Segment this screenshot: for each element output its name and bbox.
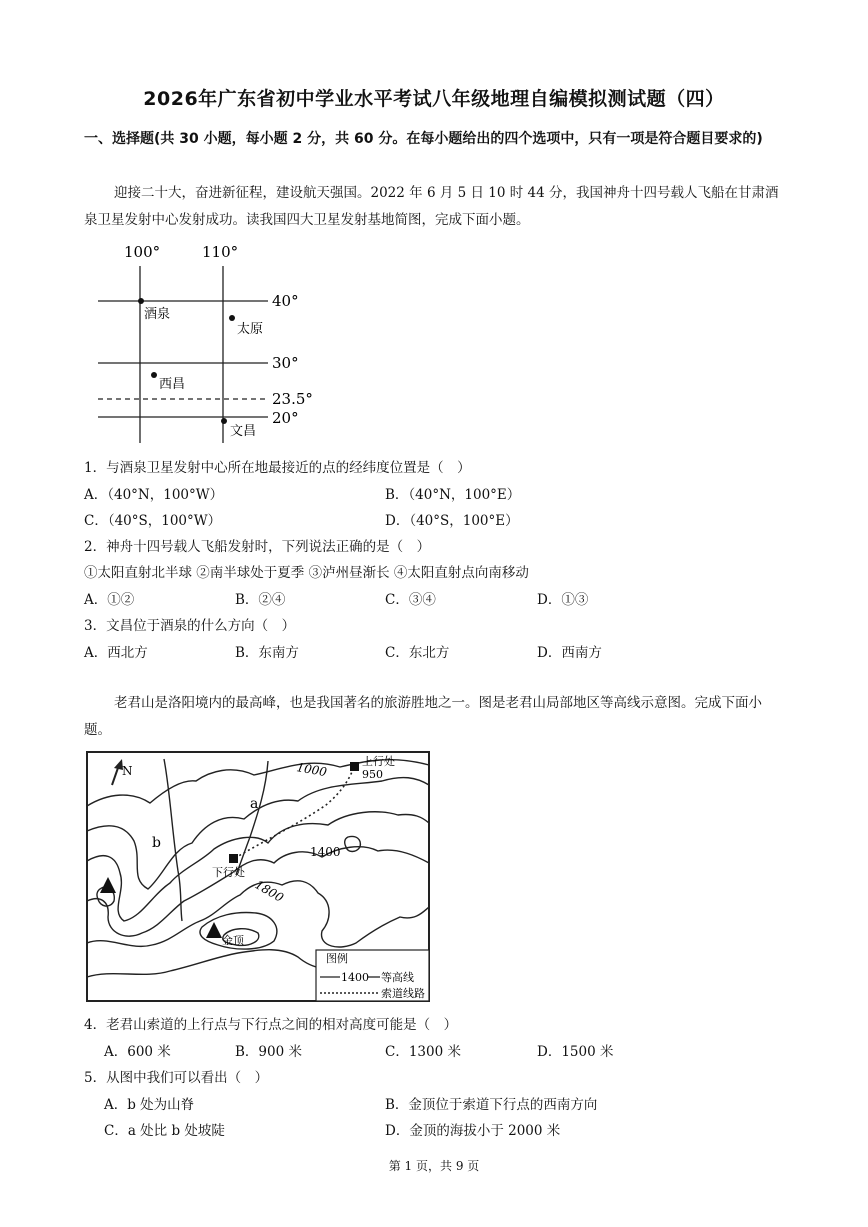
question-3-stem: 3．文昌位于酒泉的什么方向（ ） (84, 618, 296, 634)
place-jiuquan: 酒泉 (144, 307, 171, 322)
legend-cable: 索道线路 (381, 987, 425, 1000)
map-legend (316, 950, 429, 1001)
point-b-label: b (152, 835, 161, 851)
q4-option-b: B．900 米 (235, 1044, 302, 1060)
jiuquan-dot (138, 298, 144, 304)
lon-label-110: 110° (202, 243, 239, 261)
q4-option-a: A．600 米 (104, 1044, 171, 1060)
question-5-stem: 5．从图中我们可以看出（ ） (84, 1070, 269, 1086)
q5-option-d: D．金顶的海拔小于 2000 米 (385, 1123, 561, 1139)
jinding-label: 金顶 (222, 934, 244, 947)
lon-label-100: 100° (124, 243, 161, 261)
q1-option-a: A．（40°N，100°W） (84, 487, 224, 503)
upper-station-label: 上行处 (362, 755, 395, 768)
legend-title: 图例 (326, 952, 348, 965)
q1-option-d: D．（40°S，100°E） (385, 513, 519, 529)
passage-2: 老君山是洛阳境内的最高峰，也是我国著名的旅游胜地之一。图是老君山局部地区等高线示意图。完成下面小题。 (84, 695, 762, 738)
question-2-statements: ①太阳直射北半球 ②南半球处于夏季 ③泸州昼渐长 ④太阳直射点向南移动 (84, 565, 529, 581)
contour-label-1800: 1800 (252, 877, 286, 905)
upper-station-marker (350, 762, 359, 771)
point-a-label: a (250, 796, 259, 812)
lower-station-marker (229, 854, 238, 863)
q1-option-c: C．（40°S，100°W） (84, 513, 222, 529)
passage-1: 迎接二十大，奋进新征程，建设航天强国。2022 年 6 月 5 日 10 时 44 分，我国神舟十四号载人飞船在甘肃酒泉卫星发射中心发射成功。读我国四大卫星发射基地简图，完成下面小题。 (84, 185, 779, 228)
lat-label-30: 30° (272, 354, 299, 372)
q2-option-c: C．③④ (385, 592, 436, 608)
q3-option-c: C．东北方 (385, 645, 450, 661)
q3-option-a: A．西北方 (84, 645, 148, 661)
lat-label-20: 20° (272, 409, 299, 427)
elevation-label-950: 950 (362, 768, 383, 781)
place-xichang: 西昌 (159, 377, 186, 392)
north-label: N (122, 764, 133, 778)
q2-option-b: B．②④ (235, 592, 286, 608)
q5-option-c: C．a 处比 b 处坡陡 (104, 1123, 225, 1139)
launch-base-map (90, 238, 330, 443)
page-title: 2026年广东省初中学业水平考试八年级地理自编模拟测试题（四） (143, 88, 725, 110)
lat-label-40: 40° (272, 292, 299, 310)
taiyuan-dot (229, 315, 235, 321)
question-4-stem: 4．老君山索道的上行点与下行点之间的相对高度可能是（ ） (84, 1017, 458, 1033)
legend-contour-value: 1400 (341, 971, 369, 984)
q5-option-b: B．金顶位于索道下行点的西南方向 (385, 1097, 598, 1113)
question-2-stem: 2．神舟十四号载人飞船发射时，下列说法正确的是（ ） (84, 539, 431, 555)
q4-option-d: D．1500 米 (537, 1044, 614, 1060)
question-1-stem: 1．与酒泉卫星发射中心所在地最接近的点的经纬度位置是（ ） (84, 460, 471, 476)
contour-label-1000: 1000 (295, 760, 328, 780)
laojun-contour-map (86, 751, 431, 1003)
lower-station-label: 下行处 (212, 866, 245, 879)
q5-option-a: A．b 处为山脊 (104, 1097, 195, 1113)
xichang-dot (151, 372, 157, 378)
page-footer: 第 1 页，共 9 页 (388, 1159, 480, 1173)
q1-option-b: B．（40°N，100°E） (385, 487, 521, 503)
q2-option-d: D．①③ (537, 592, 589, 608)
wenchang-dot (221, 418, 227, 424)
place-taiyuan: 太原 (237, 322, 264, 337)
q4-option-c: C．1300 米 (385, 1044, 461, 1060)
section-heading: 一、选择题(共 30 小题，每小题 2 分，共 60 分。在每小题给出的四个选项中，只有一项是符合题目要求的) (84, 131, 763, 147)
place-wenchang: 文昌 (230, 424, 257, 439)
lat-label-23-5: 23.5° (272, 390, 313, 408)
legend-contour: 等高线 (381, 971, 414, 984)
q3-option-d: D．西南方 (537, 645, 602, 661)
q2-option-a: A．①② (84, 592, 135, 608)
contour-label-1400: 1400 (310, 845, 341, 859)
q3-option-b: B．东南方 (235, 645, 299, 661)
